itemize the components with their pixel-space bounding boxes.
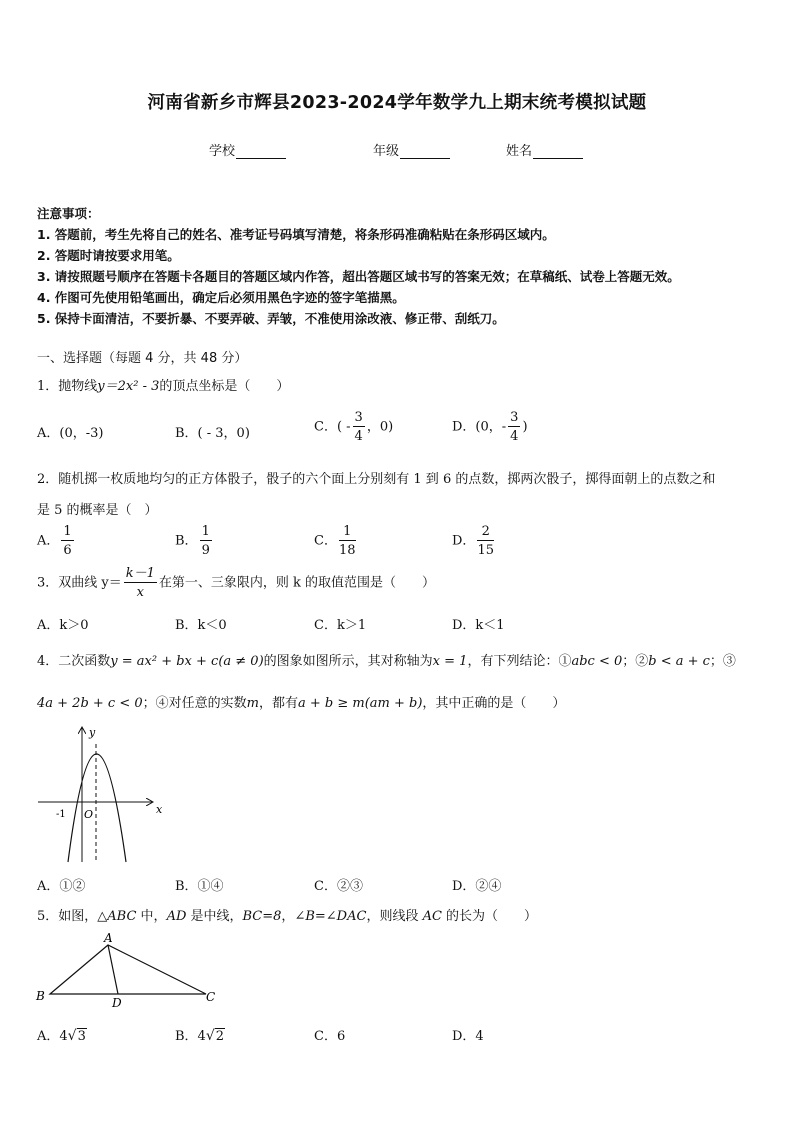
q2-a-fraction	[61, 525, 73, 557]
question-5	[37, 905, 537, 924]
name-label: 姓名	[506, 144, 533, 159]
q4-option-a[interactable]: A．①②	[37, 879, 86, 894]
vertex-b-label: B	[36, 989, 45, 1003]
question-2-line-1: 2．随机掷一枚质地均匀的正方体骰子，骰子的六个面上分别刻有 1 到 6 的点数，掷两次骰子，掷得面朝上的点数之和	[37, 472, 716, 487]
q3-option-d[interactable]: D．k＜1	[452, 618, 505, 633]
fraction-denominator: 4	[354, 429, 363, 444]
q1-option-a[interactable]: A．(0，-3)	[37, 426, 104, 441]
q4-text: ，都有	[258, 696, 298, 711]
question-4-line-1	[37, 650, 736, 669]
q2-option-a[interactable]	[37, 525, 76, 557]
q4-text: ，有下列结论：①	[467, 654, 572, 669]
note-item: 2. 答题时请按要求用笔。	[37, 248, 180, 263]
q1-c-suffix: ，0)	[366, 419, 394, 435]
q5-segment-ad: AD	[166, 909, 187, 924]
fraction-denominator: 6	[63, 543, 72, 558]
q5-text: ，则线段	[366, 909, 423, 924]
option-label: A．4	[37, 1029, 68, 1044]
fraction-denominator: 9	[201, 543, 210, 558]
q2-c-fraction	[339, 525, 356, 557]
fraction-denominator: 18	[338, 543, 356, 558]
q4-option-d[interactable]: D．②④	[452, 879, 502, 894]
q4-parabola-graph	[34, 722, 170, 864]
q5-segment-ac: AC	[422, 909, 442, 924]
grade-field[interactable]	[373, 140, 450, 159]
triangle-abc	[50, 945, 206, 994]
option-label: C．	[314, 533, 337, 549]
q1-prefix: 1．抛物线	[37, 379, 98, 394]
fraction-denominator: x	[136, 585, 144, 600]
q3-suffix: 在第一、三象限内，则 k 的取值范围是（ ）	[158, 575, 436, 591]
school-label: 学校	[209, 144, 236, 159]
q4-conclusion-3: 4a + 2b + c < 0	[37, 696, 143, 711]
question-1	[37, 375, 289, 394]
q1-d-fraction	[508, 411, 520, 443]
question-3	[37, 567, 435, 599]
q5-triangle: △ABC	[97, 909, 137, 924]
q4-option-b[interactable]: B．①④	[175, 879, 224, 894]
option-label: D．	[452, 533, 476, 549]
q4-prefix: 4．二次函数	[37, 654, 111, 669]
question-4-line-2	[37, 692, 565, 711]
q1-d-prefix: D．(0，-	[452, 419, 507, 435]
parabola-curve	[68, 754, 126, 862]
notes-heading: 注意事项：	[37, 206, 100, 221]
q5-option-d[interactable]: D．4	[452, 1029, 484, 1044]
segment-ad	[108, 945, 118, 994]
q1-expression: y＝2x² - 3	[97, 379, 160, 394]
fraction-numerator: 3	[354, 410, 363, 425]
option-label: B．	[175, 533, 198, 549]
fraction-denominator: 15	[477, 543, 494, 558]
name-blank[interactable]	[533, 145, 583, 159]
exam-title: 河南省新乡市辉县2023-2024学年数学九上期末统考模拟试题	[147, 93, 647, 113]
name-field[interactable]	[506, 140, 583, 159]
q1-d-suffix: )	[522, 419, 528, 435]
q5-suffix: 的长为（ ）	[441, 909, 538, 924]
q4-option-c[interactable]: C．②③	[314, 879, 363, 894]
note-item: 1. 答题前，考生先将自己的姓名、准考证号码填写清楚，将条形码准确粘贴在条形码区域内。	[37, 227, 555, 242]
note-item: 4. 作图可先使用铅笔画出，确定后必须用黑色字迹的签字笔描黑。	[37, 290, 405, 305]
option-label: A．	[37, 533, 60, 549]
grade-label: 年级	[373, 144, 400, 159]
q1-option-c[interactable]	[314, 411, 393, 443]
note-item: 3. 请按照题号顺序在答题卡各题目的答题区域内作答，超出答题区域书写的答案无效；在草稿纸、试卷上答题无效。	[37, 269, 680, 284]
q3-prefix: 3．双曲线 y＝	[37, 575, 122, 591]
q5-text: ，	[281, 909, 295, 924]
minus-one-label: -1	[56, 809, 66, 820]
q2-d-fraction	[477, 525, 494, 557]
q4-suffix: ，其中正确的是（ ）	[422, 696, 566, 711]
q1-c-fraction	[353, 411, 365, 443]
sqrt-icon: √	[67, 1028, 77, 1044]
q5-triangle-figure	[34, 930, 224, 1008]
q3-option-b[interactable]: B．k＜0	[175, 618, 227, 633]
fraction-numerator: 2	[477, 525, 494, 541]
school-field[interactable]	[209, 140, 286, 159]
q4-function-expression: y = ax² + bx + c(a ≠ 0)	[110, 654, 264, 669]
q5-text: 中，	[136, 909, 167, 924]
fraction-numerator: 1	[201, 524, 210, 539]
q5-option-b[interactable]	[175, 1025, 225, 1044]
section-heading: 一、选择题（每题 4 分，共 48 分）	[37, 351, 248, 366]
school-blank[interactable]	[236, 145, 286, 159]
grade-blank[interactable]	[400, 145, 450, 159]
q3-option-c[interactable]: C．k＞1	[314, 618, 367, 633]
q4-text: ；②	[622, 654, 649, 669]
question-2-line-2: 是 5 的概率是（ ）	[37, 503, 158, 518]
q2-option-d[interactable]	[452, 525, 496, 557]
fraction-numerator: 3	[510, 410, 519, 425]
q3-option-a[interactable]: A．k＞0	[37, 618, 89, 633]
fraction-numerator: k－1	[125, 566, 155, 581]
origin-label: O	[84, 808, 94, 821]
q5-option-c[interactable]: C．6	[314, 1029, 346, 1044]
q4-conclusion-4: a + b ≥ m(am + b)	[298, 696, 423, 711]
vertex-c-label: C	[206, 990, 216, 1004]
q2-option-b[interactable]	[175, 525, 214, 557]
radicand: 3	[77, 1029, 86, 1044]
x-axis-label: x	[156, 803, 163, 816]
q1-option-b[interactable]: B．( - 3，0)	[175, 426, 250, 441]
q4-conclusion-2: b < a + c	[648, 654, 710, 669]
q4-text: ；④对任意的实数	[142, 696, 247, 711]
point-d-label: D	[112, 996, 122, 1008]
q4-axis-expression: x = 1	[432, 654, 468, 669]
fraction-numerator: 1	[339, 525, 356, 541]
q5-bc-length: BC=8	[242, 909, 282, 924]
vertex-a-label: A	[104, 931, 113, 945]
q4-conclusion-1: abc < 0	[571, 654, 623, 669]
q2-option-c[interactable]	[314, 525, 358, 557]
notes-block	[37, 203, 680, 329]
q1-suffix: 的顶点坐标是（ ）	[159, 379, 290, 394]
option-label: B．4	[175, 1029, 206, 1044]
q5-text: 是中线，	[186, 909, 243, 924]
q5-angle-condition: ∠B=∠DAC	[294, 909, 367, 924]
sqrt-icon: √	[205, 1028, 215, 1044]
q2-b-fraction	[200, 525, 212, 557]
q1-option-d[interactable]	[452, 411, 528, 443]
y-axis-label: y	[89, 726, 96, 739]
radicand: 2	[215, 1029, 225, 1044]
q4-variable-m: m	[246, 696, 259, 711]
q4-text: ；③	[709, 654, 736, 669]
note-item: 5. 保持卡面清洁，不要折暴、不要弄破、弄皱，不准使用涂改液、修正带、刮纸刀。	[37, 311, 505, 326]
q5-prefix: 5．如图，	[37, 909, 98, 924]
q3-fraction	[124, 567, 157, 599]
fraction-denominator: 4	[510, 429, 519, 444]
q5-option-a[interactable]	[37, 1025, 87, 1044]
q4-text: 的图象如图所示，其对称轴为	[263, 654, 433, 669]
q1-c-prefix: C．( -	[314, 419, 351, 435]
fraction-numerator: 1	[63, 524, 72, 539]
